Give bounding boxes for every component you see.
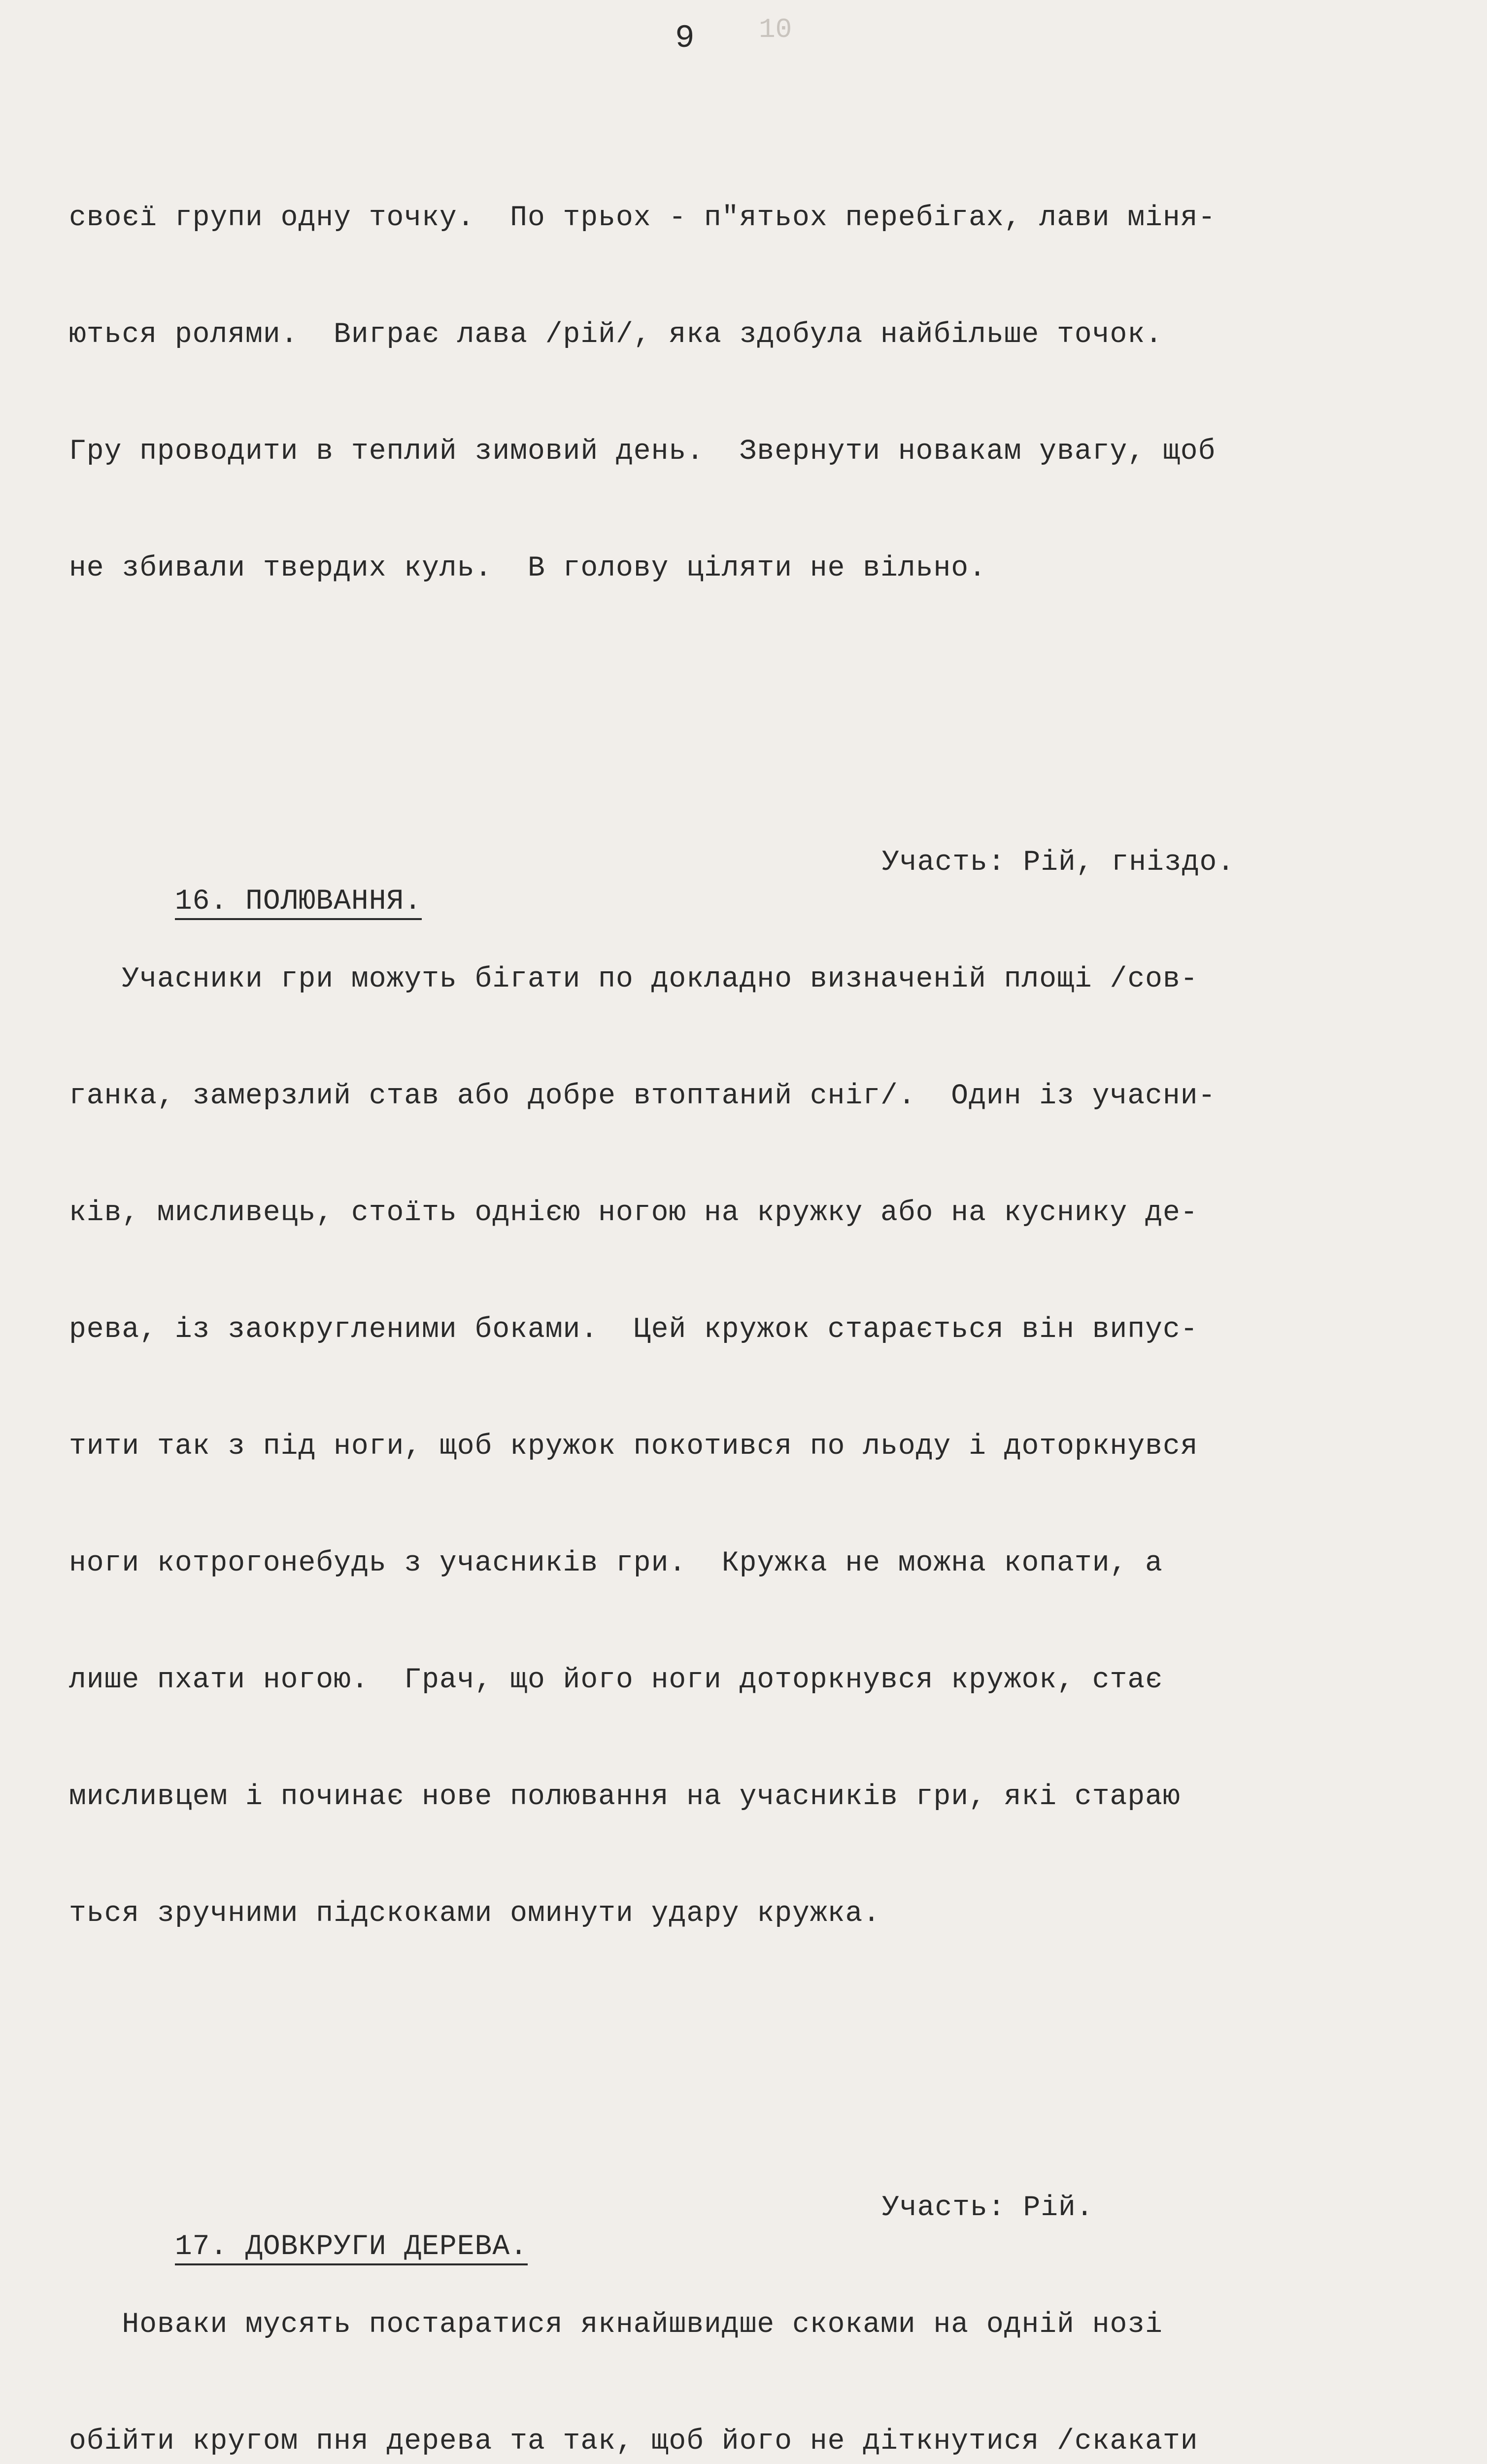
- text-line: Гру проводити в теплий зимовий день. Звернути новакам увагу, щоб: [69, 436, 1216, 468]
- body-text: [69, 121, 1478, 2464]
- text-line: своєї групи одну точку. По трьох - п"ятьох перебігах, лави міня-: [69, 202, 1216, 234]
- text-line: ться зручними підскоками оминути удару кружка.: [69, 1898, 881, 1930]
- text-line: ганка, замерзлий став або добре втоптаний сніг/. Один із учасни-: [69, 1080, 1216, 1112]
- text-line: мисливцем і починає нове полювання на учасників гри, які стараю: [69, 1781, 1181, 1813]
- section-header: [69, 2189, 1478, 2263]
- text-line: тити так з під ноги, щоб кружок покотився по льоду і доторкнувся: [69, 1431, 1198, 1463]
- text-line: ків, мисливець, стоїть однією ногою на кружку або на куснику де-: [69, 1197, 1198, 1229]
- participation-label: Участь: Рій, гніздо.: [882, 847, 1235, 879]
- text-line: не збивали твердих куль. В голову ціляти не вільно.: [69, 552, 986, 584]
- bleed-through-page-number: 10: [759, 14, 792, 45]
- text-line: ються ролями. Виграє лава /рій/, яка здобула найбільше точок.: [69, 319, 1163, 351]
- section-heading: 16. ПОЛЮВАННЯ.: [175, 886, 422, 920]
- section-heading: 17. ДОВКРУГИ ДЕРЕВА.: [175, 2231, 528, 2265]
- text-line: Новаки мусять постаратися якнайшвидше скоками на одній нозі: [69, 2309, 1163, 2341]
- page-number: 9: [675, 20, 695, 57]
- text-line: лише пхати ногою. Грач, що його ноги доторкнувся кружок, стає: [69, 1664, 1163, 1696]
- text-line: ноги котрогонебудь з учасників гри. Кружка не можна копати, а: [69, 1547, 1163, 1579]
- text-line: Учасники гри можуть бігати по докладно визначеній площі /сов-: [69, 963, 1198, 995]
- participation-label: Участь: Рій.: [882, 2192, 1094, 2224]
- text-line: обійти кругом пня дерева та так, щоб його не діткнутися /скакати: [69, 2426, 1198, 2458]
- text-line: рева, із заокругленими боками. Цей кружок старається він випус-: [69, 1314, 1198, 1346]
- section-header: [69, 843, 1478, 918]
